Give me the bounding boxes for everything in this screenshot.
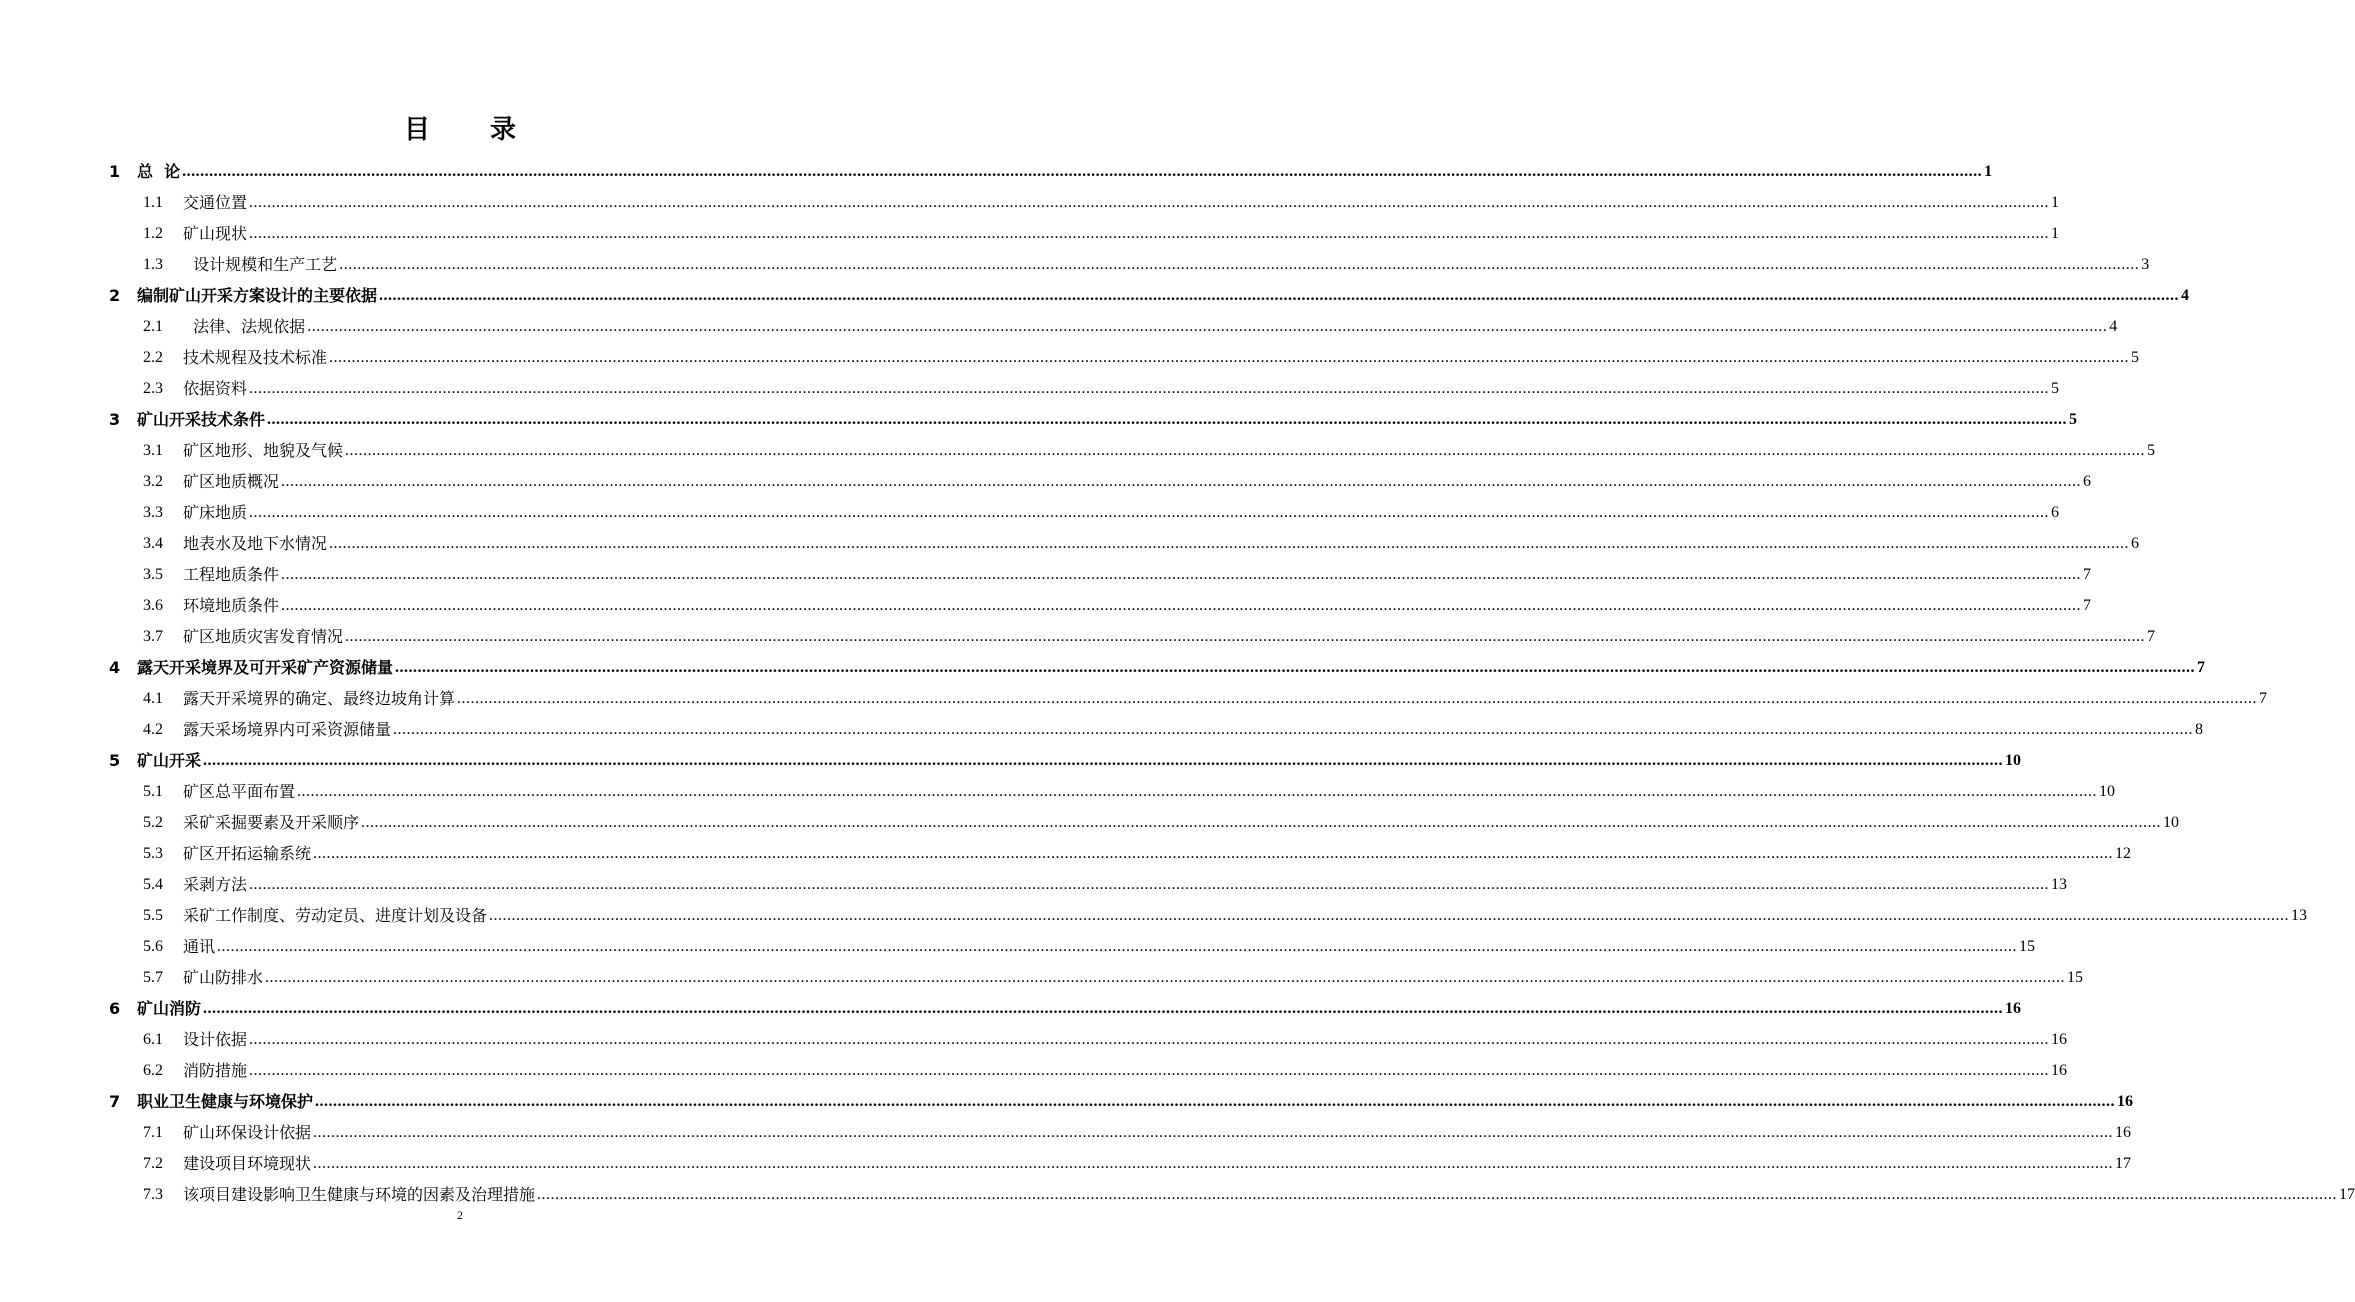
toc-section-entry[interactable] [143,307,2118,338]
toc-entry-label: 矿区地质概况 [183,472,280,491]
toc-dot-leader: ................................................................................................................................................................................................................................................................................................................................................................................................................ [249,504,2050,521]
toc-entry-label: 依据资料 [183,379,248,398]
toc-section-entry[interactable] [143,772,2116,803]
toc-section-entry[interactable] [143,586,2092,617]
toc-entry-page: 10 [2163,814,2180,831]
toc-entry-page: 17 [2115,1155,2132,1172]
toc-entry-number: 5 [109,751,121,770]
toc-entry-number: 3.3 [143,504,163,521]
toc-section-entry[interactable] [143,958,2084,989]
toc-entry-label: 矿区地质灾害发育情况 [183,627,344,646]
toc-entry-number: 4.1 [143,690,163,707]
toc-dot-leader: ................................................................................................................................................................................................................................................................................................................................................................................................................ [329,349,2130,366]
toc-dot-leader: ................................................................................................................................................................................................................................................................................................................................................................................................................ [313,845,2114,862]
toc-dot-leader: ................................................................................................................................................................................................................................................................................................................................................................................................................ [203,1000,2004,1017]
toc-entry-label: 矿山开采 [137,751,202,770]
toc-section-entry[interactable] [143,555,2092,586]
toc-dot-leader: ................................................................................................................................................................................................................................................................................................................................................................................................................ [313,1124,2114,1141]
toc-entry-page: 10 [2005,752,2022,769]
toc-section-entry[interactable] [143,1175,2355,1206]
toc-entry-number: 6.1 [143,1031,163,1048]
toc-entry-number: 2.2 [143,349,163,366]
toc-entry-number: 5.5 [143,907,163,924]
toc-entry-label: 矿山消防 [137,999,202,1018]
toc-entry-number: 2 [109,286,121,305]
toc-entry-number: 7.1 [143,1124,163,1141]
toc-entry-number: 2.3 [143,380,163,397]
toc-chapter-entry[interactable] [109,152,1993,183]
toc-entry-page: 7 [2147,628,2156,645]
toc-dot-leader: ................................................................................................................................................................................................................................................................................................................................................................................................................ [249,194,2050,211]
toc-entry-label: 采剥方法 [183,875,248,894]
toc-dot-leader: ................................................................................................................................................................................................................................................................................................................................................................................................................ [281,566,2082,583]
toc-entry-label: 露天开采境界的确定、最终边坡角计算 [183,689,456,708]
toc-entry-page: 5 [2051,380,2060,397]
toc-dot-leader: ................................................................................................................................................................................................................................................................................................................................................................................................................ [267,411,2068,428]
toc-entry-label: 设计规模和生产工艺 [183,255,338,274]
toc-entry-label: 总 论 [137,162,181,181]
toc-entry-number: 1.1 [143,194,163,211]
toc-entry-page: 15 [2067,969,2084,986]
toc-entry-number: 1.3 [143,256,163,273]
toc-section-entry[interactable] [143,431,2156,462]
toc-dot-leader: ................................................................................................................................................................................................................................................................................................................................................................................................................ [281,597,2082,614]
toc-entry-page: 16 [2051,1062,2068,1079]
toc-entry-number: 6 [109,999,121,1018]
toc-entry-label: 消防措施 [183,1061,248,1080]
toc-entry-page: 7 [2259,690,2268,707]
toc-entry-page: 6 [2131,535,2140,552]
toc-entry-page: 7 [2197,659,2206,676]
toc-dot-leader: ................................................................................................................................................................................................................................................................................................................................................................................................................ [345,628,2146,645]
toc-dot-leader: ................................................................................................................................................................................................................................................................................................................................................................................................................ [249,1031,2050,1048]
toc-dot-leader: ................................................................................................................................................................................................................................................................................................................................................................................................................ [249,1062,2050,1079]
toc-entry-label: 环境地质条件 [183,596,280,615]
toc-entry-label: 编制矿山开采方案设计的主要依据 [137,286,378,305]
toc-entry-page: 10 [2099,783,2116,800]
toc-section-entry[interactable] [143,524,2140,555]
toc-entry-label: 矿床地质 [183,503,248,522]
toc-dot-leader: ................................................................................................................................................................................................................................................................................................................................................................................................................ [315,1093,2116,1110]
toc-entry-number: 4 [109,658,121,677]
toc-entry-label: 矿区总平面布置 [183,782,296,801]
toc-chapter-entry[interactable] [109,276,2190,307]
toc-dot-leader: ................................................................................................................................................................................................................................................................................................................................................................................................................ [203,752,2004,769]
toc-entry-page: 7 [2083,597,2092,614]
page-number: 2 [457,1208,463,1222]
toc-section-entry[interactable] [143,896,2308,927]
toc-entry-number: 6.2 [143,1062,163,1079]
toc-chapter-entry[interactable] [109,1082,2134,1113]
toc-entry-number: 7.2 [143,1155,163,1172]
toc-entry-label: 矿区地形、地貌及气候 [183,441,344,460]
toc-section-entry[interactable] [143,1144,2132,1175]
toc-entry-number: 7.3 [143,1186,163,1203]
toc-entry-label: 通讯 [183,937,216,956]
toc-section-entry[interactable] [143,1113,2132,1144]
toc-entry-page: 8 [2195,721,2204,738]
toc-dot-leader: ................................................................................................................................................................................................................................................................................................................................................................................................................ [395,659,2196,676]
toc-entry-label: 建设项目环境现状 [183,1154,312,1173]
toc-entry-page: 6 [2083,473,2092,490]
toc-entry-page: 1 [1984,163,1993,180]
toc-section-entry[interactable] [143,679,2268,710]
toc-entry-page: 13 [2291,907,2308,924]
toc-entry-number: 5.6 [143,938,163,955]
toc-section-entry[interactable] [143,834,2132,865]
toc-section-entry[interactable] [143,803,2180,834]
toc-entry-number: 5.4 [143,876,163,893]
toc-dot-leader: ................................................................................................................................................................................................................................................................................................................................................................................................................ [217,938,2018,955]
toc-entry-number: 3.1 [143,442,163,459]
toc-entry-page: 4 [2109,318,2118,335]
toc-entry-page: 16 [2117,1093,2134,1110]
toc-entry-number: 5.3 [143,845,163,862]
toc-dot-leader: ................................................................................................................................................................................................................................................................................................................................................................................................................ [307,318,2108,335]
toc-entry-page: 5 [2131,349,2140,366]
toc-entry-number: 5.1 [143,783,163,800]
toc-section-entry[interactable] [143,710,2204,741]
toc-entry-number: 3.7 [143,628,163,645]
toc-entry-label: 工程地质条件 [183,565,280,584]
toc-dot-leader: ................................................................................................................................................................................................................................................................................................................................................................................................................ [249,876,2050,893]
toc-entry-number: 1 [109,162,121,181]
toc-title-char-2: 录 [490,115,517,145]
toc-entry-label: 矿山现状 [183,224,248,243]
toc-entry-label: 矿区开拓运输系统 [183,844,312,863]
toc-entry-page: 6 [2051,504,2060,521]
toc-entry-label: 采矿采掘要素及开采顺序 [183,813,360,832]
toc-entry-page: 5 [2147,442,2156,459]
toc-entry-label: 采矿工作制度、劳动定员、进度计划及设备 [183,906,488,925]
toc-entry-label: 交通位置 [183,193,248,212]
toc-title-char-1: 目 [403,115,430,145]
toc-entry-page: 5 [2069,411,2078,428]
toc-entry-page: 3 [2141,256,2150,273]
toc-entry-label: 矿山环保设计依据 [183,1123,312,1142]
toc-dot-leader: ................................................................................................................................................................................................................................................................................................................................................................................................................ [182,163,1983,180]
toc-entry-number: 3.5 [143,566,163,583]
toc-dot-leader: ................................................................................................................................................................................................................................................................................................................................................................................................................ [361,814,2162,831]
toc-entry-number: 1.2 [143,225,163,242]
toc-entry-page: 16 [2005,1000,2022,1017]
toc-dot-leader: ................................................................................................................................................................................................................................................................................................................................................................................................................ [265,969,2066,986]
toc-entry-page: 13 [2051,876,2068,893]
toc-entry-page: 15 [2019,938,2036,955]
toc-entry-label: 露天开采境界及可开采矿产资源储量 [137,658,394,677]
toc-section-entry[interactable] [143,462,2092,493]
toc-entry-page: 1 [2051,194,2060,211]
toc-entry-number: 4.2 [143,721,163,738]
toc-entry-label: 矿山防排水 [183,968,264,987]
toc-entry-number: 2.1 [143,318,163,335]
toc-entry-label: 矿山开采技术条件 [137,410,266,429]
toc-chapter-entry[interactable] [109,989,2022,1020]
toc-entry-number: 3.2 [143,473,163,490]
toc-dot-leader: ................................................................................................................................................................................................................................................................................................................................................................................................................ [379,287,2180,304]
toc-entry-number: 3 [109,410,121,429]
toc-dot-leader: ................................................................................................................................................................................................................................................................................................................................................................................................................ [297,783,2098,800]
toc-dot-leader: ................................................................................................................................................................................................................................................................................................................................................................................................................ [249,225,2050,242]
toc-dot-leader: ................................................................................................................................................................................................................................................................................................................................................................................................................ [281,473,2082,490]
toc-entry-page: 1 [2051,225,2060,242]
toc-section-entry[interactable] [143,338,2140,369]
toc-entry-page: 4 [2181,287,2190,304]
toc-section-entry[interactable] [143,865,2068,896]
toc-section-entry[interactable] [143,927,2036,958]
toc-dot-leader: ................................................................................................................................................................................................................................................................................................................................................................................................................ [313,1155,2114,1172]
toc-dot-leader: ................................................................................................................................................................................................................................................................................................................................................................................................................ [345,442,2146,459]
toc-entry-label: 该项目建设影响卫生健康与环境的因素及治理措施 [183,1185,536,1204]
toc-chapter-entry[interactable] [109,741,2022,772]
toc-entry-label: 地表水及地下水情况 [183,534,328,553]
toc-chapter-entry[interactable] [109,648,2206,679]
toc-entry-number: 5.7 [143,969,163,986]
toc-section-entry[interactable] [143,617,2156,648]
toc-entry-page: 17 [2339,1186,2355,1203]
toc-entry-page: 12 [2115,845,2132,862]
toc-entry-number: 3.4 [143,535,163,552]
toc-entry-label: 露天采场境界内可采资源储量 [183,720,392,739]
toc-dot-leader: ................................................................................................................................................................................................................................................................................................................................................................................................................ [249,380,2050,397]
toc-dot-leader: ................................................................................................................................................................................................................................................................................................................................................................................................................ [329,535,2130,552]
toc-entry-label: 设计依据 [183,1030,248,1049]
toc-section-entry[interactable] [143,245,2150,276]
toc-section-entry[interactable] [143,369,2060,400]
toc-chapter-entry[interactable] [109,400,2078,431]
toc-entry-label: 法律、法规依据 [183,317,306,336]
toc-entry-page: 16 [2115,1124,2132,1141]
toc-dot-leader: ................................................................................................................................................................................................................................................................................................................................................................................................................ [457,690,2258,707]
toc-section-entry[interactable] [143,214,2060,245]
toc-entry-number: 3.6 [143,597,163,614]
toc-entry-label: 技术规程及技术标准 [183,348,328,367]
toc-section-entry[interactable] [143,183,2060,214]
toc-entry-label: 职业卫生健康与环境保护 [137,1092,314,1111]
toc-entry-page: 16 [2051,1031,2068,1048]
toc-section-entry[interactable] [143,1051,2068,1082]
toc-dot-leader: ................................................................................................................................................................................................................................................................................................................................................................................................................ [489,907,2290,924]
toc-entry-number: 7 [109,1092,121,1111]
toc-entry-number: 5.2 [143,814,163,831]
toc-dot-leader: ................................................................................................................................................................................................................................................................................................................................................................................................................ [393,721,2194,738]
toc-title [0,112,920,148]
toc-dot-leader: ................................................................................................................................................................................................................................................................................................................................................................................................................ [537,1186,2338,1203]
toc-section-entry[interactable] [143,493,2060,524]
toc-dot-leader: ................................................................................................................................................................................................................................................................................................................................................................................................................ [339,256,2140,273]
toc-section-entry[interactable] [143,1020,2068,1051]
toc-entry-page: 7 [2083,566,2092,583]
